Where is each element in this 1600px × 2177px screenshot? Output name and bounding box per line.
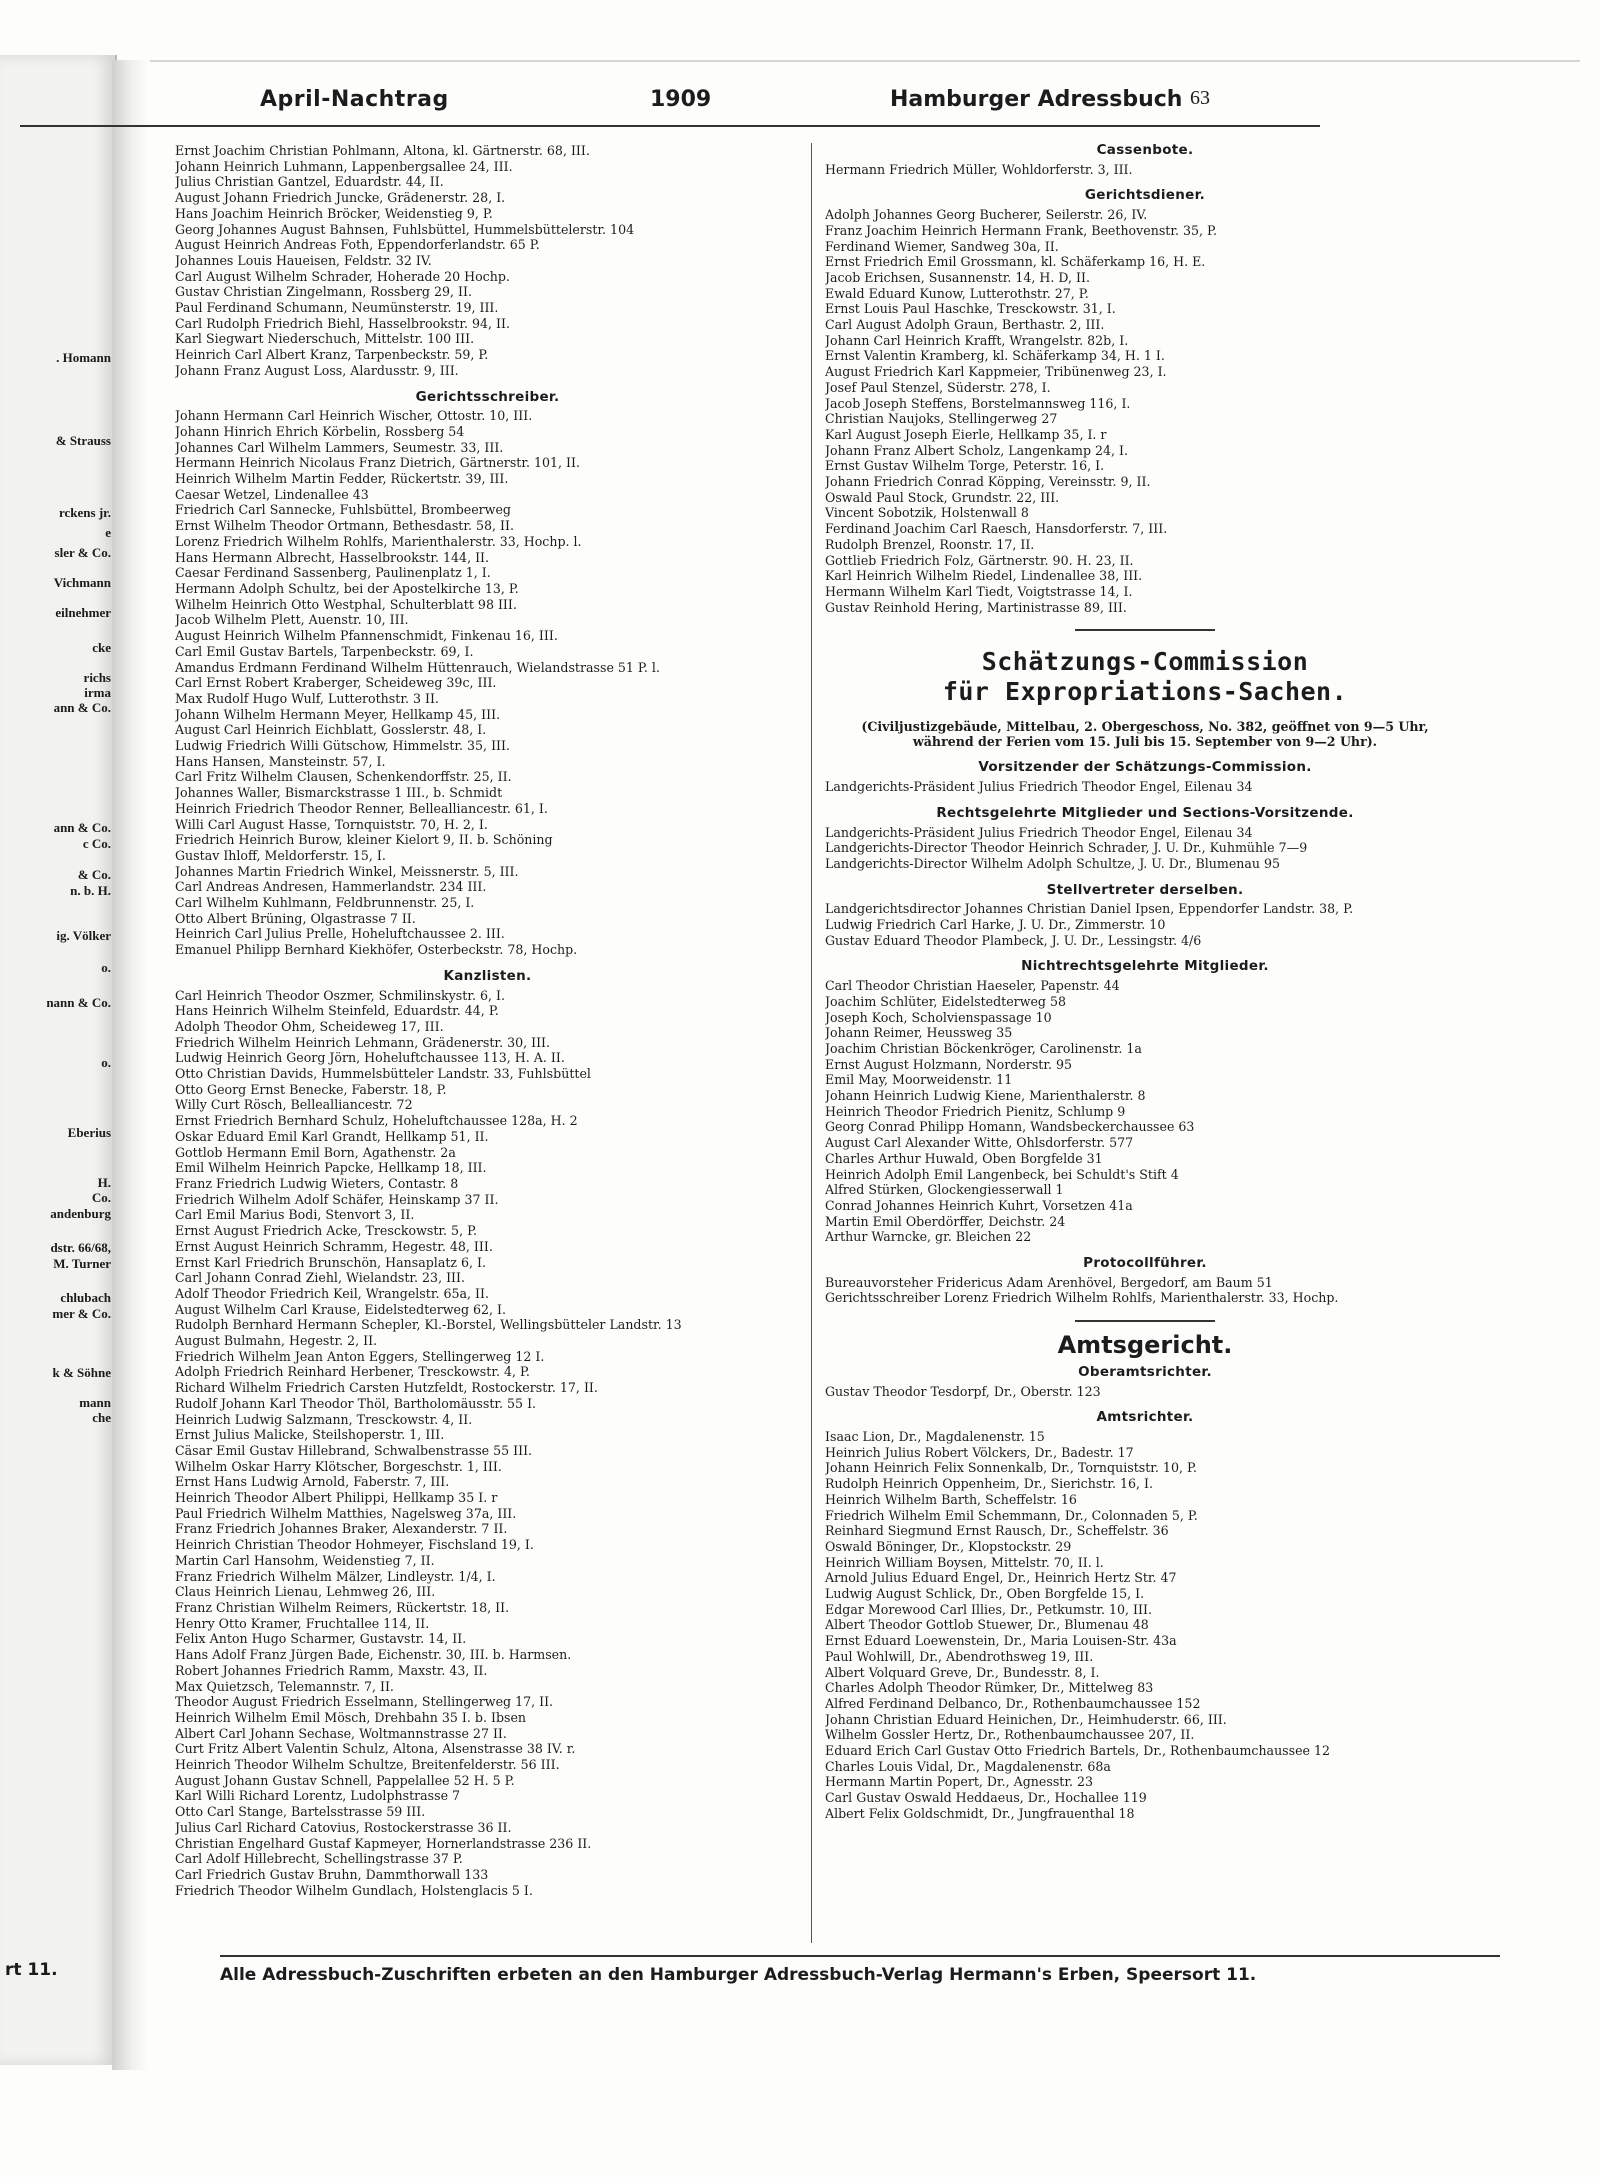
previous-page-text: ig. Völker (56, 928, 111, 943)
address-entry: Friedrich Carl Sannecke, Fuhlsbüttel, Brombeerweg (175, 502, 511, 518)
address-entry: Wilhelm Oskar Harry Klötscher, Borgeschstr. 1, III. (175, 1458, 502, 1474)
previous-page-text: sler & Co. (54, 545, 111, 560)
address-entry: Franz Christian Wilhelm Reimers, Rückertstr. 18, II. (175, 1599, 510, 1615)
address-entry: Heinrich William Boysen, Mittelstr. 70, II. l. (825, 1554, 1104, 1570)
address-entry: Johann Hinrich Ehrich Körbelin, Rossberg 54 (175, 423, 465, 439)
commission-note (825, 719, 1465, 749)
address-entry: Hermann Friedrich Müller, Wohldorferstr. 3, III. (825, 161, 1133, 177)
address-entry: Oskar Eduard Emil Karl Grandt, Hellkamp 51, II. (175, 1128, 489, 1144)
address-entry: Karl Willi Richard Lorentz, Ludolphstrasse 7 (175, 1788, 461, 1804)
address-entry: Friedrich Wilhelm Adolf Schäfer, Heinskamp 37 II. (175, 1191, 499, 1207)
previous-page-text: mann (79, 1395, 111, 1410)
address-entry: Landgerichtsdirector Johannes Christian Daniel Ipsen, Eppendorfer Landstr. 38, P. (825, 901, 1354, 917)
address-entry: Landgerichts-Präsident Julius Friedrich Theodor Engel, Eilenau 34 (825, 824, 1253, 840)
address-entry: Friedrich Theodor Wilhelm Gundlach, Holstenglacis 5 I. (175, 1882, 533, 1898)
address-entry: Franz Friedrich Johannes Braker, Alexanderstr. 7 II. (175, 1521, 508, 1537)
previous-page-text: & Co. (77, 867, 111, 882)
address-entry: Theodor August Friedrich Esselmann, Stellingerweg 17, II. (175, 1694, 554, 1710)
section-title: Gerichtsschreiber. (415, 388, 560, 405)
address-entry: Gustav Eduard Theodor Plambeck, J. U. Dr., Lessingstr. 4/6 (825, 932, 1202, 948)
section-title: Amtsrichter. (1096, 1409, 1194, 1426)
previous-page-text: ann & Co. (53, 700, 111, 715)
previous-page-text: ann & Co. (53, 820, 111, 835)
right-column (825, 143, 1465, 1822)
address-entry: Henry Otto Kramer, Fruchtallee 114, II. (175, 1615, 430, 1631)
previous-page-text: andenburg (50, 1206, 111, 1221)
address-entry: Johannes Louis Haueisen, Feldstr. 32 IV. (175, 252, 432, 268)
address-entry: Joseph Koch, Scholvienspassage 10 (825, 1009, 1052, 1025)
page-footer: Alle Adressbuch-Zuschriften erbeten an den Hamburger Adressbuch-Verlag Hermann's Erben, Speersort 11. (220, 1955, 1500, 1985)
address-entry: Ernst Wilhelm Theodor Ortmann, Bethesdastr. 58, II. (175, 518, 514, 534)
address-entry: Heinrich Carl Julius Prelle, Hoheluftchaussee 2. III. (175, 926, 505, 942)
address-entry: Claus Heinrich Lienau, Lehmweg 26, III. (175, 1584, 436, 1600)
address-entry: Franz Friedrich Ludwig Wieters, Contastr. 8 (175, 1176, 459, 1191)
address-entry: Alfred Ferdinand Delbanco, Dr., Rothenbaumchaussee 152 (825, 1695, 1201, 1711)
address-entry: Carl August Wilhelm Schrader, Hoherade 20 Hochp. (175, 268, 510, 284)
address-entry: Curt Fritz Albert Valentin Schulz, Altona, Alsenstrasse 38 IV. r. (175, 1741, 576, 1757)
address-entry: Johann Franz Albert Scholz, Langenkamp 24, I. (825, 442, 1129, 458)
address-entry: August Friedrich Karl Kappmeier, Tribünenweg 23, I. (825, 364, 1167, 380)
previous-page-text: chlubach (60, 1290, 111, 1305)
address-entry: Johann Heinrich Felix Sonnenkalb, Dr., Tornquiststr. 10, P. (825, 1460, 1197, 1476)
section-title: Nichtrechtsgelehrte Mitglieder. (1021, 958, 1269, 975)
address-entry: Landgerichts-Präsident Julius Friedrich Theodor Engel, Eilenau 34 (825, 779, 1253, 795)
address-entry: Caesar Wetzel, Lindenallee 43 (175, 486, 369, 502)
address-entry: Charles Louis Vidal, Dr., Magdalenenstr. 68a (825, 1758, 1111, 1774)
address-entry: Rudolf Johann Karl Theodor Thöl, Bartholomäusstr. 55 I. (175, 1395, 537, 1411)
address-entry: Johannes Martin Friedrich Winkel, Meissnerstr. 5, III. (175, 863, 519, 879)
left-column (175, 143, 800, 1898)
commission-title: Schätzungs-Commission (981, 647, 1309, 677)
address-entry: August Heinrich Wilhelm Pfannenschmidt, Finkenau 16, III. (175, 628, 558, 644)
address-entry: Carl Wilhelm Kuhlmann, Feldbrunnenstr. 25, I. (175, 895, 475, 911)
court-title: Amtsgericht. (1057, 1331, 1233, 1360)
previous-page-text: H. (97, 1175, 111, 1190)
section-title: Cassenbote. (1096, 142, 1194, 158)
address-entry: Otto Christian Davids, Hummelsbütteler Landstr. 33, Fuhlsbüttel (175, 1066, 591, 1082)
address-entry: Ludwig Friedrich Carl Harke, J. U. Dr., Zimmerstr. 10 (825, 917, 1166, 933)
previous-page-text: Vichmann (53, 575, 111, 590)
address-entry: Ernst August Friedrich Acke, Tresckowstr. 5, P. (175, 1223, 478, 1239)
address-entry: Martin Carl Hansohm, Weidenstieg 7, II. (175, 1552, 435, 1568)
address-entry: Friedrich Wilhelm Heinrich Lehmann, Grädenerstr. 30, III. (175, 1034, 551, 1050)
address-entry: Carl Emil Gustav Bartels, Tarpenbeckstr. 69, I. (175, 643, 474, 659)
address-entry: Hans Heinrich Wilhelm Steinfeld, Eduardstr. 44, P. (175, 1003, 499, 1019)
section-rule (1075, 629, 1215, 631)
address-entry: Ernst Hans Ludwig Arnold, Faberstr. 7, III. (175, 1474, 450, 1490)
section-title: Oberamtsrichter. (1078, 1363, 1212, 1380)
address-entry: Johann Reimer, Heussweg 35 (825, 1025, 1013, 1041)
address-entry: Ernst Valentin Kramberg, kl. Schäferkamp 34, H. 1 I. (825, 348, 1165, 364)
address-entry: Heinrich Wilhelm Martin Fedder, Rückertstr. 39, III. (175, 471, 509, 487)
address-entry: Carl Friedrich Gustav Bruhn, Dammthorwall 133 (175, 1866, 489, 1882)
address-entry: Willi Carl August Hasse, Tornquiststr. 70, H. 2, I. (175, 816, 488, 832)
commission-subtitle: für Expropriations-Sachen. (942, 677, 1348, 707)
address-entry: Otto Carl Stange, Bartelsstrasse 59 III. (175, 1804, 426, 1820)
address-entry: Hermann Martin Popert, Dr., Agnesstr. 23 (825, 1774, 1094, 1790)
address-entry: Edgar Morewood Carl Illies, Dr., Petkumstr. 10, III. (825, 1601, 1152, 1617)
address-entry: Joachim Christian Böckenkröger, Carolinenstr. 1a (825, 1040, 1142, 1056)
page-header (20, 85, 1320, 127)
previous-page-text: richs (83, 670, 111, 685)
address-entry: Landgerichts-Director Theodor Heinrich Schrader, J. U. Dr., Kuhmühle 7—9 (825, 840, 1308, 856)
address-entry: Johann Wilhelm Hermann Meyer, Hellkamp 45, III. (175, 706, 501, 722)
previous-page-text: nann & Co. (46, 995, 111, 1010)
address-entry: Georg Johannes August Bahnsen, Fuhlsbüttel, Hummelsbüttelerstr. 104 (175, 221, 635, 237)
previous-page-edge (0, 55, 117, 2065)
address-entry: Lorenz Friedrich Wilhelm Rohlfs, Marienthalerstr. 33, Hochp. l. (175, 533, 582, 549)
address-entry: Albert Theodor Gottlob Stuewer, Dr., Blumenau 48 (825, 1617, 1149, 1633)
address-entry: Robert Johannes Friedrich Ramm, Maxstr. 43, II. (175, 1662, 488, 1678)
address-entry: Carl Johann Conrad Ziehl, Wielandstr. 23, III. (175, 1270, 466, 1286)
address-entry: Georg Conrad Philipp Homann, Wandsbeckerchaussee 63 (825, 1119, 1195, 1135)
header-left: April-Nachtrag (260, 87, 449, 112)
previous-page-text: cke (92, 640, 111, 655)
address-entry: Heinrich Theodor Friedrich Pienitz, Schlump 9 (825, 1103, 1126, 1119)
header-title: Hamburger Adressbuch (890, 87, 1183, 112)
address-entry: Johann Christian Eduard Heinichen, Dr., Heimhuderstr. 66, III. (825, 1711, 1227, 1727)
previous-page-footer: rt 11. (5, 1960, 58, 1980)
address-entry: Ernst Friedrich Bernhard Schulz, Hoheluftchaussee 128a, H. 2 (175, 1113, 578, 1129)
previous-page-text: & Strauss (55, 433, 111, 448)
address-entry: Carl August Adolph Graun, Berthastr. 2, III. (825, 317, 1105, 333)
address-entry: Charles Arthur Huwald, Oben Borgfelde 31 (825, 1150, 1103, 1166)
address-entry: Carl Theodor Christian Haeseler, Papenstr. 44 (825, 978, 1120, 994)
note-line: während der Ferien vom 15. Juli bis 15. September von 9—2 Uhr). (912, 734, 1378, 750)
address-entry: Carl Fritz Wilhelm Clausen, Schenkendorffstr. 25, II. (175, 769, 512, 785)
address-entry: August Wilhelm Carl Krause, Eidelstedterweg 62, I. (175, 1301, 507, 1317)
address-entry: Carl Adolf Hillebrecht, Schellingstrasse 37 P. (175, 1851, 463, 1867)
previous-page-text: Co. (91, 1190, 111, 1205)
address-entry: Johannes Waller, Bismarckstrasse 1 III., b. Schmidt (175, 785, 503, 801)
column-divider (811, 143, 812, 1943)
address-entry: August Heinrich Andreas Foth, Eppendorferlandstr. 65 P. (175, 237, 540, 253)
address-entry: Martin Emil Oberdörffer, Deichstr. 24 (825, 1213, 1066, 1229)
address-entry: Karl Siegwart Niederschuch, Mittelstr. 100 III. (175, 331, 475, 347)
header-year: 1909 (650, 87, 712, 112)
address-entry: Willy Curt Rösch, Bellealliancestr. 72 (175, 1097, 413, 1113)
address-entry: Jacob Wilhelm Plett, Auenstr. 10, III. (175, 612, 409, 628)
address-entry: Rudolph Bernhard Hermann Schepler, Kl.-Borstel, Wellingsbütteler Landstr. 13 (175, 1317, 682, 1333)
address-entry: Jacob Erichsen, Susannenstr. 14, H. D, II. (825, 269, 1090, 285)
address-entry: Adolph Johannes Georg Bucherer, Seilerstr. 26, IV. (825, 207, 1148, 223)
address-entry: Hermann Adolph Schultz, bei der Apostelkirche 13, P. (175, 580, 519, 596)
address-entry: August Johann Friedrich Juncke, Grädenerstr. 28, I. (175, 190, 506, 206)
address-entry: Ludwig Friedrich Willi Gütschow, Himmelstr. 35, III. (175, 738, 510, 754)
address-entry: Paul Wohlwill, Dr., Abendrothsweg 19, III. (825, 1648, 1094, 1664)
address-entry: Franz Friedrich Wilhelm Mälzer, Lindleystr. 1/4, I. (175, 1568, 496, 1584)
section-title: Stellvertreter derselben. (1046, 881, 1244, 898)
address-entry: Rudolph Brenzel, Roonstr. 17, II. (825, 536, 1035, 552)
previous-page-text: mer & Co. (52, 1306, 111, 1321)
address-entry: Adolf Theodor Friedrich Keil, Wrangelstr. 65a, II. (175, 1285, 489, 1301)
address-entry: Emil Wilhelm Heinrich Papcke, Hellkamp 18, III. (175, 1160, 487, 1176)
address-entry: Albert Felix Goldschmidt, Dr., Jungfrauenthal 18 (825, 1805, 1135, 1821)
address-entry: Heinrich Ludwig Salzmann, Tresckowstr. 4, II. (175, 1411, 473, 1427)
address-entry: Gottlieb Friedrich Folz, Gärtnerstr. 90. H. 23, II. (825, 552, 1134, 568)
address-entry: Heinrich Christian Theodor Hohmeyer, Fischsland 19, I. (175, 1537, 534, 1553)
address-entry: Carl Ernst Robert Kraberger, Scheideweg 39c, III. (175, 675, 497, 691)
address-entry: Otto Georg Ernst Benecke, Faberstr. 18, P. (175, 1081, 447, 1097)
address-entry: Paul Friedrich Wilhelm Matthies, Nagelsweg 37a, III. (175, 1505, 517, 1521)
address-entry: Heinrich Wilhelm Emil Mösch, Drehbahn 35 I. b. Ibsen (175, 1709, 527, 1725)
address-entry: Gustav Reinhold Hering, Martinistrasse 89, III. (825, 599, 1127, 615)
section-title: Protocollführer. (1083, 1255, 1207, 1272)
address-entry: Emanuel Philipp Bernhard Kiekhöfer, Osterbeckstr. 78, Hochp. (175, 942, 578, 958)
book-binding (112, 60, 148, 2070)
address-entry: August Carl Heinrich Eichblatt, Gosslerstr. 48, I. (175, 722, 487, 738)
page-number: 63 (1190, 87, 1210, 109)
address-entry: Johannes Carl Wilhelm Lammers, Seumestr. 33, III. (175, 439, 504, 455)
address-entry: Ernst Joachim Christian Pohlmann, Altona, kl. Gärtnerstr. 68, III. (175, 143, 590, 158)
address-entry: Ernst August Heinrich Schramm, Hegestr. 48, III. (175, 1238, 493, 1254)
address-entry: Arnold Julius Eduard Engel, Dr., Heinrich Hertz Str. 47 (825, 1570, 1177, 1586)
address-entry: Amandus Erdmann Ferdinand Wilhelm Hüttenrauch, Wielandstrasse 51 P. l. (175, 659, 660, 675)
address-entry: Felix Anton Hugo Scharmer, Gustavstr. 14, II. (175, 1631, 467, 1647)
address-entry: Hermann Heinrich Nicolaus Franz Dietrich, Gärtnerstr. 101, II. (175, 455, 580, 471)
address-entry: Hans Hermann Albrecht, Hasselbrookstr. 144, II. (175, 549, 490, 565)
address-entry: Hans Hansen, Mansteinstr. 57, I. (175, 753, 386, 769)
address-entry: Johann Heinrich Ludwig Kiene, Marienthalerstr. 8 (825, 1088, 1146, 1104)
address-entry: Ferdinand Wiemer, Sandweg 30a, II. (825, 238, 1059, 254)
address-entry: Carl Emil Marius Bodi, Stenvort 3, II. (175, 1207, 415, 1223)
address-entry: Gustav Christian Zingelmann, Rossberg 29, II. (175, 284, 472, 300)
address-entry: Hans Joachim Heinrich Bröcker, Weidenstieg 9, P. (175, 205, 493, 221)
section-rule (1075, 1320, 1215, 1322)
previous-page-text: M. Turner (53, 1256, 111, 1271)
address-entry: Karl August Joseph Eierle, Hellkamp 35, I. r (825, 426, 1107, 442)
address-entry: Carl Gustav Oswald Heddaeus, Dr., Hochallee 119 (825, 1790, 1147, 1806)
address-entry: Karl Heinrich Wilhelm Riedel, Lindenallee 38, III. (825, 568, 1143, 584)
previous-page-text: n. b. H. (70, 883, 111, 898)
address-entry: Adolph Friedrich Reinhard Herbener, Tresckowstr. 4, P. (175, 1364, 530, 1380)
address-entry: Friedrich Wilhelm Emil Schemmann, Dr., Colonnaden 5, P. (825, 1507, 1198, 1523)
address-entry: Heinrich Carl Albert Kranz, Tarpenbeckstr. 59, P. (175, 347, 489, 363)
note-line: (Civiljustizgebäude, Mittelbau, 2. Obergeschoss, No. 382, geöffnet von 9—5 Uhr, (861, 719, 1429, 735)
address-entry: Heinrich Adolph Emil Langenbeck, bei Schuldt's Stift 4 (825, 1166, 1179, 1182)
address-entry: Christian Engelhard Gustaf Kapmeyer, Hornerlandstrasse 236 II. (175, 1835, 592, 1851)
address-entry: Joachim Schlüter, Eidelstedterweg 58 (825, 993, 1067, 1009)
address-entry: Heinrich Wilhelm Barth, Scheffelstr. 16 (825, 1491, 1077, 1507)
address-entry: Emil May, Moorweidenstr. 11 (825, 1072, 1013, 1088)
address-entry: Rudolph Heinrich Oppenheim, Dr., Sierichstr. 16, I. (825, 1476, 1154, 1492)
address-entry: Christian Naujoks, Stellingerweg 27 (825, 411, 1058, 427)
previous-page-text: irma (84, 685, 111, 700)
address-entry: Charles Adolph Theodor Rümker, Dr., Mittelweg 83 (825, 1680, 1154, 1696)
address-entry: Gustav Theodor Tesdorpf, Dr., Oberstr. 123 (825, 1383, 1101, 1399)
address-entry: Wilhelm Heinrich Otto Westphal, Schulterblatt 98 III. (175, 596, 517, 612)
address-entry: Wilhelm Gossler Hertz, Dr., Rothenbaumchaussee 207, II. (825, 1727, 1195, 1743)
address-entry: Conrad Johannes Heinrich Kuhrt, Vorsetzen 41a (825, 1197, 1133, 1213)
address-entry: Oswald Paul Stock, Grundstr. 22, III. (825, 489, 1060, 505)
address-entry: Franz Joachim Heinrich Hermann Frank, Beethovenstr. 35, P. (825, 222, 1217, 238)
address-entry: Alfred Stürken, Glockengiesserwall 1 (825, 1182, 1064, 1198)
address-entry: Paul Ferdinand Schumann, Neumünsterstr. 19, III. (175, 300, 499, 316)
section-title: Vorsitzender der Schätzungs-Commission. (978, 759, 1312, 776)
previous-page-text: c Co. (82, 836, 111, 851)
address-entry: Heinrich Theodor Albert Philippi, Hellkamp 35 I. r (175, 1490, 498, 1506)
address-entry: Carl Andreas Andresen, Hammerlandstr. 234 III. (175, 879, 487, 895)
address-entry: Ernst Gustav Wilhelm Torge, Peterstr. 16, I. (825, 458, 1105, 474)
address-entry: Hans Adolf Franz Jürgen Bade, Eichenstr. 30, III. b. Harmsen. (175, 1647, 572, 1663)
address-entry: Ernst Louis Paul Haschke, Tresckowstr. 31, I. (825, 301, 1116, 317)
address-entry: Johann Franz August Loss, Alardusstr. 9, III. (175, 362, 459, 378)
address-entry: Julius Christian Gantzel, Eduardstr. 44, II. (175, 174, 444, 190)
address-entry: Ludwig August Schlick, Dr., Oben Borgfelde 15, I. (825, 1586, 1145, 1602)
address-entry: Caesar Ferdinand Sassenberg, Paulinenplatz 1, I. (175, 565, 491, 581)
address-entry: Bureauvorsteher Fridericus Adam Arenhövel, Bergedorf, am Baum 51 (825, 1274, 1273, 1290)
address-entry: Otto Albert Brüning, Olgastrasse 7 II. (175, 910, 416, 926)
address-entry: Friedrich Heinrich Burow, kleiner Kielort 9, II. b. Schöning (175, 832, 553, 848)
address-entry: August Carl Alexander Witte, Ohlsdorferstr. 577 (825, 1135, 1134, 1151)
address-entry: Landgerichts-Director Wilhelm Adolph Schultze, J. U. Dr., Blumenau 95 (825, 855, 1281, 871)
address-entry: Max Rudolf Hugo Wulf, Lutterothstr. 3 II. (175, 690, 439, 706)
address-entry: Arthur Warncke, gr. Bleichen 22 (825, 1229, 1032, 1245)
address-entry: Ernst Julius Malicke, Steilshoperstr. 1, III. (175, 1427, 445, 1443)
address-entry: Albert Volquard Greve, Dr., Bundesstr. 8, I. (825, 1664, 1100, 1680)
address-entry: Jacob Joseph Steffens, Borstelmannsweg 116, I. (825, 395, 1131, 411)
previous-page-text: Eberius (67, 1125, 111, 1140)
previous-page-text: eilnehmer (55, 605, 111, 620)
address-entry: Carl Heinrich Theodor Oszmer, Schmilinskystr. 6, I. (175, 987, 505, 1003)
address-entry: Oswald Böninger, Dr., Klopstockstr. 29 (825, 1538, 1072, 1554)
address-entry: Adolph Theodor Ohm, Scheideweg 17, III. (175, 1018, 444, 1034)
section-title: Kanzlisten. (443, 967, 532, 984)
address-entry: August Johann Gustav Schnell, Pappelallee 52 H. 5 P. (175, 1772, 515, 1788)
address-entry: Max Quietzsch, Telemannstr. 7, II. (175, 1678, 394, 1694)
address-entry: Reinhard Siegmund Ernst Rausch, Dr., Scheffelstr. 36 (825, 1523, 1169, 1539)
previous-page-text: o. (101, 960, 111, 975)
previous-page-text: o. (101, 1055, 111, 1070)
address-entry: Heinrich Julius Robert Völckers, Dr., Badestr. 17 (825, 1444, 1134, 1460)
address-entry: Ferdinand Joachim Carl Raesch, Hansdorferstr. 7, III. (825, 521, 1168, 537)
address-entry: Johann Heinrich Luhmann, Lappenbergsallee 24, III. (175, 158, 513, 174)
address-entry: Gottlob Hermann Emil Born, Agathenstr. 2a (175, 1144, 456, 1160)
address-entry: Ewald Eduard Kunow, Lutterothstr. 27, P. (825, 285, 1089, 301)
previous-page-text: che (92, 1410, 111, 1425)
address-entry: Johann Hermann Carl Heinrich Wischer, Ottostr. 10, III. (175, 408, 533, 424)
address-entry: Friedrich Wilhelm Jean Anton Eggers, Stellingerweg 12 I. (175, 1348, 545, 1364)
address-entry: Carl Rudolph Friedrich Biehl, Hasselbrookstr. 94, II. (175, 315, 510, 331)
address-entry: August Bulmahn, Hegestr. 2, II. (175, 1333, 378, 1349)
previous-page-text: k & Söhne (52, 1365, 111, 1380)
address-entry: Heinrich Friedrich Theodor Renner, Bellealliancestr. 61, I. (175, 800, 548, 816)
previous-page-text: rckens jr. (59, 505, 111, 520)
address-entry: Ernst Friedrich Emil Grossmann, kl. Schäferkamp 16, H. E. (825, 254, 1206, 270)
address-entry: Josef Paul Stenzel, Süderstr. 278, I. (825, 379, 1051, 395)
address-entry: Isaac Lion, Dr., Magdalenenstr. 15 (825, 1429, 1045, 1444)
address-entry: Ernst Karl Friedrich Brunschön, Hansaplatz 6, I. (175, 1254, 487, 1270)
address-entry: Albert Carl Johann Sechase, Woltmannstrasse 27 II. (175, 1725, 507, 1741)
address-entry: Heinrich Theodor Wilhelm Schultze, Breitenfelderstr. 56 III. (175, 1757, 560, 1773)
address-entry: Johann Carl Heinrich Krafft, Wrangelstr. 82b, I. (825, 332, 1129, 348)
address-entry: Richard Wilhelm Friedrich Carsten Hutzfeldt, Rostockerstr. 17, II. (175, 1380, 598, 1396)
address-entry: Vincent Sobotzik, Holstenwall 8 (825, 505, 1029, 521)
address-entry: Hermann Wilhelm Karl Tiedt, Voigtstrasse 14, I. (825, 583, 1133, 599)
address-entry: Johann Friedrich Conrad Köpping, Vereinsstr. 9, II. (825, 474, 1151, 490)
address-entry: Gustav Ihloff, Meldorferstr. 15, I. (175, 847, 386, 863)
section-title: Gerichtsdiener. (1084, 187, 1206, 204)
address-entry: Gerichtsschreiber Lorenz Friedrich Wilhelm Rohlfs, Marienthalerstr. 33, Hochp. (825, 1290, 1339, 1306)
address-entry: Ernst August Holzmann, Norderstr. 95 (825, 1056, 1073, 1072)
previous-page-text: . Homann (56, 350, 111, 365)
address-entry: Eduard Erich Carl Gustav Otto Friedrich Bartels, Dr., Rothenbaumchaussee 12 (825, 1743, 1331, 1759)
address-entry: Cäsar Emil Gustav Hillebrand, Schwalbenstrasse 55 III. (175, 1442, 533, 1458)
address-entry: Ernst Eduard Loewenstein, Dr., Maria Louisen-Str. 43a (825, 1633, 1177, 1649)
address-entry: Ludwig Heinrich Georg Jörn, Hoheluftchaussee 113, H. A. II. (175, 1050, 565, 1066)
previous-page-text: e (105, 525, 111, 540)
previous-page-text: dstr. 66/68, (50, 1240, 111, 1255)
address-entry: Julius Carl Richard Catovius, Rostockerstrasse 36 II. (175, 1819, 512, 1835)
section-title: Rechtsgelehrte Mitglieder und Sections-Vorsitzende. (936, 804, 1354, 821)
